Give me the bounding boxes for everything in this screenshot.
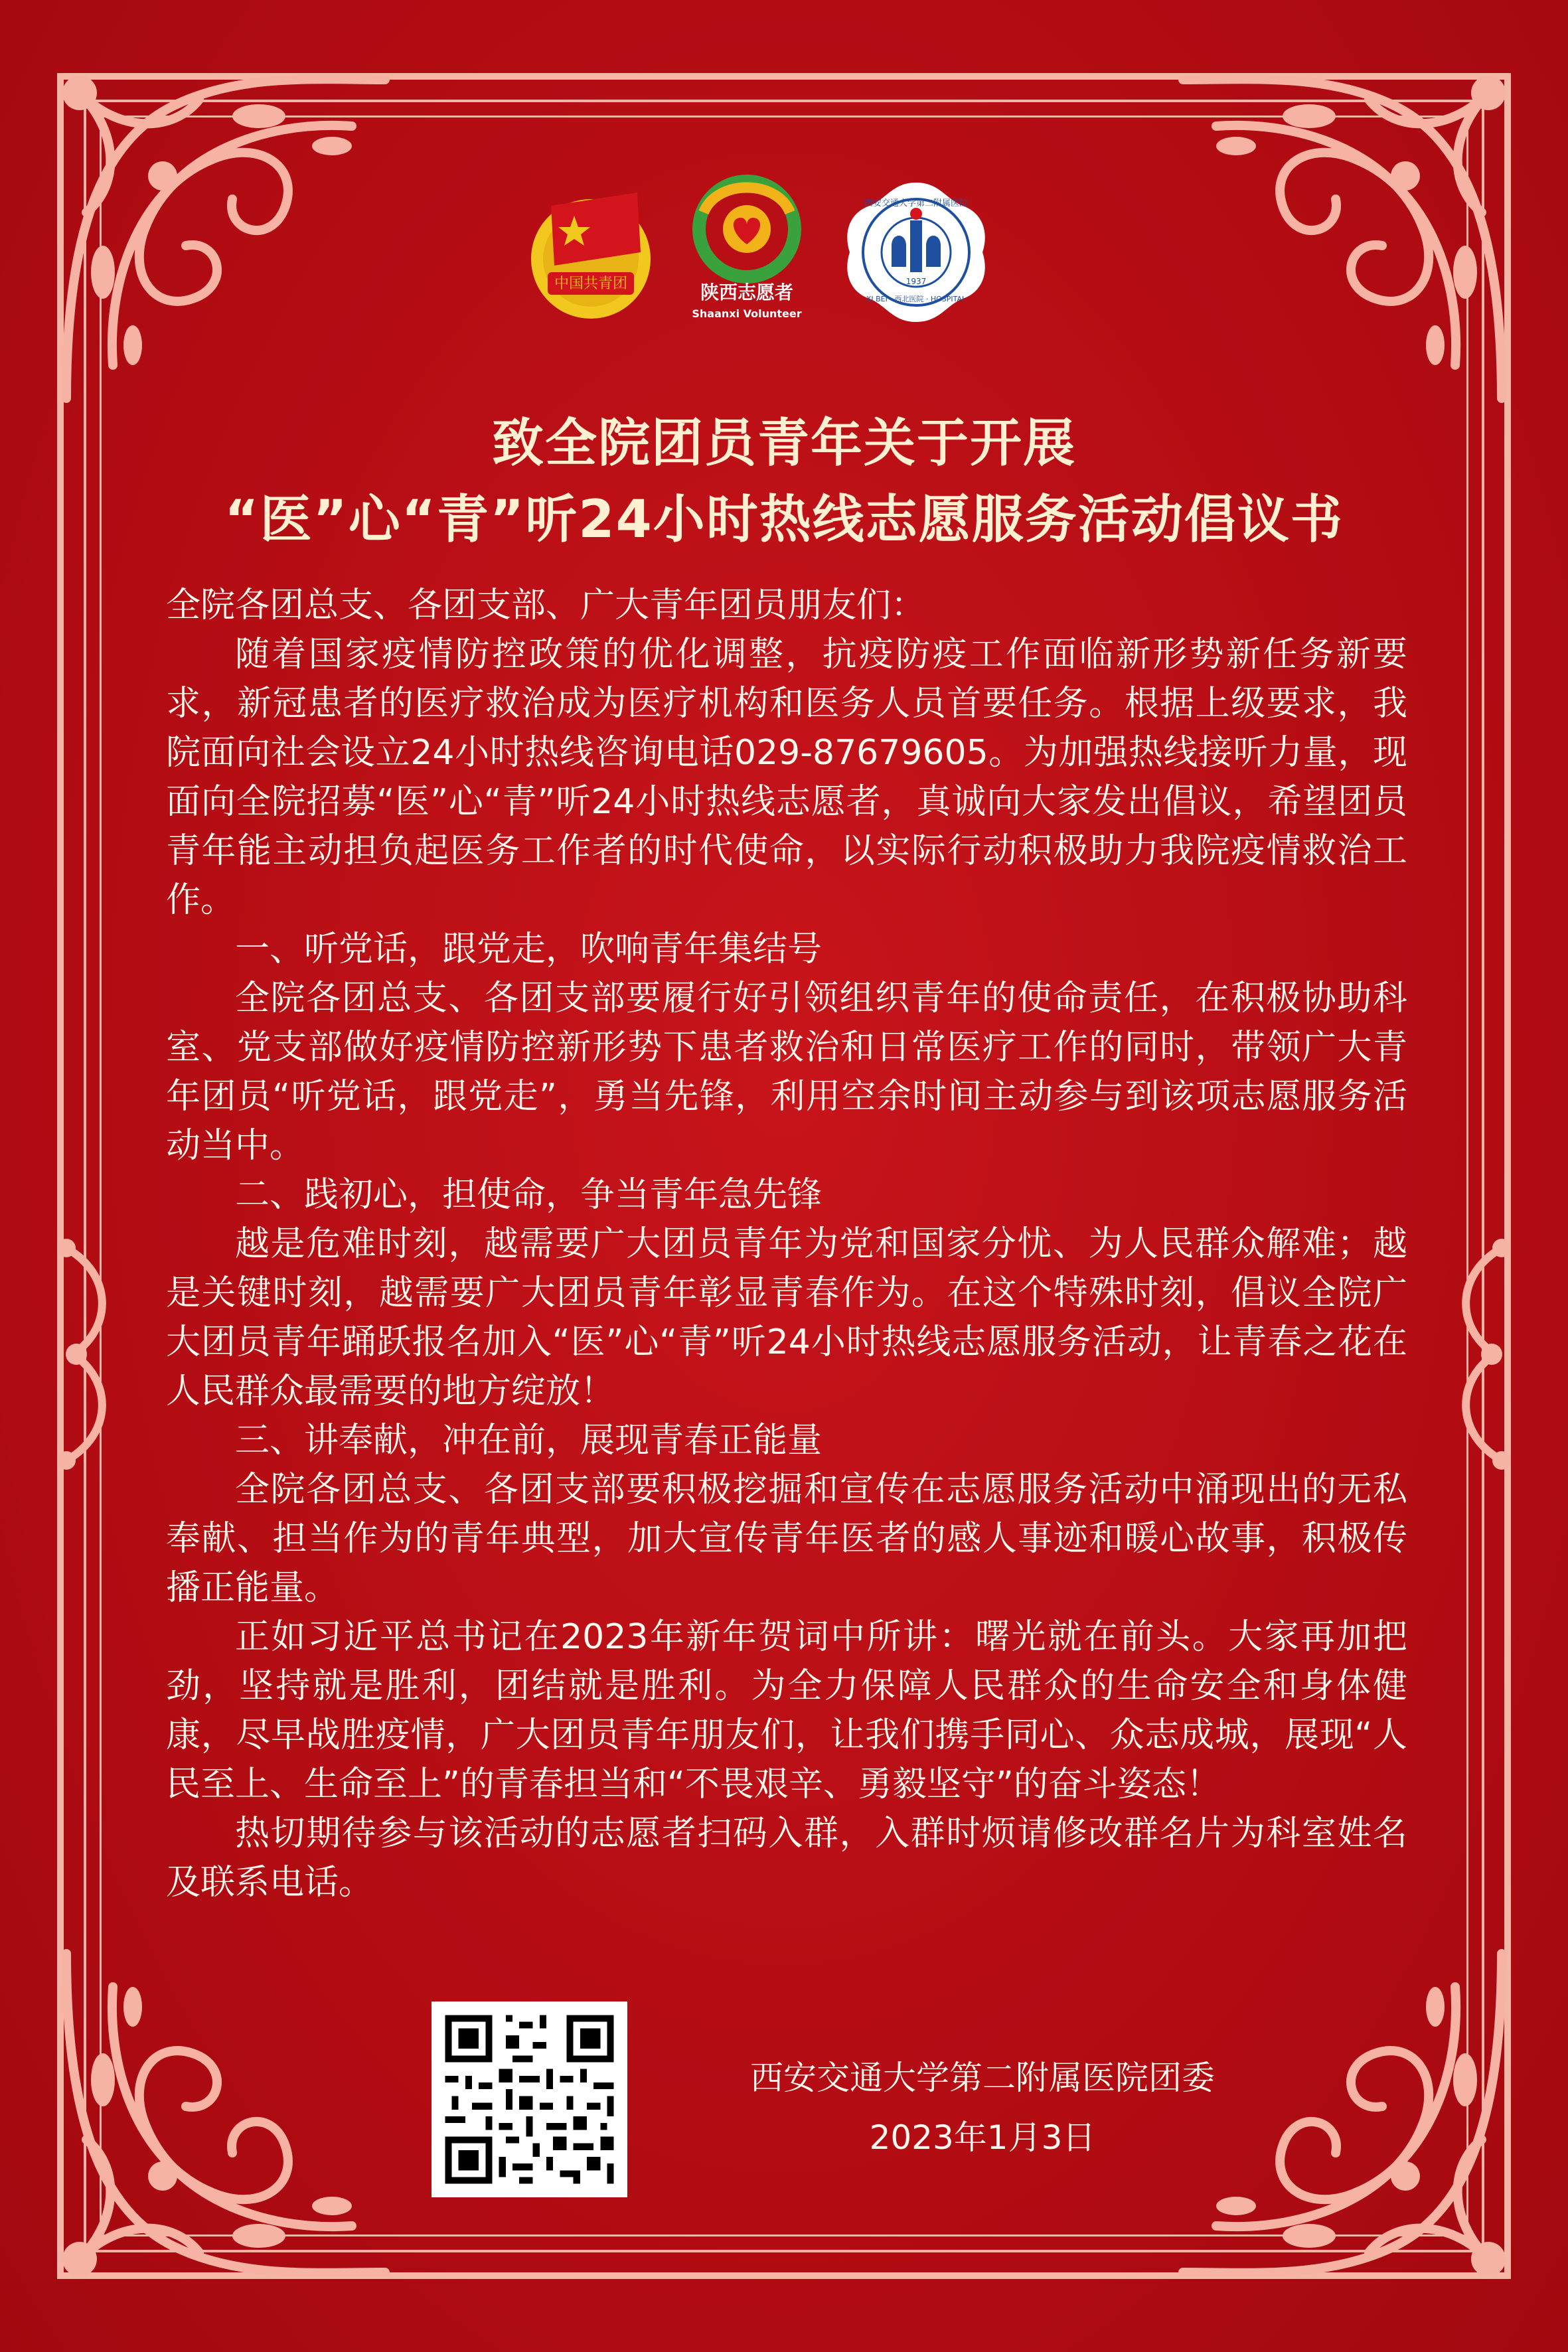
youth-league-emblem-icon — [524, 179, 657, 325]
title-line-2: “医”心“青”听24小时热线志愿服务活动倡议书 — [224, 490, 1344, 550]
intro-paragraph: 随着国家疫情防控政策的优化调整，抗疫防疫工作面临新形势新任务新要求，新冠患者的医疗救治成为医疗机构和医务人员首要任务。根据上级要求，我院面向社会设立24小时热线咨询电话029-87679605。为加强热线接听力量，现面向全院招募“医”心“青”听24小时热线志愿者，真诚向大家发出倡议，希望团员青年能主动担负起医务工作者的时代使命，以实际行动积极助力我院疫情救治工作。 — [166, 635, 1407, 920]
svg-text:XI BEI · 西北医院 · HOSPITAL: XI BEI · 西北医院 · HOSPITAL — [866, 295, 967, 303]
call-to-action-paragraph: 热切期待参与该活动的志愿者扫码入群，入群时烦请修改群名片为科室姓名及联系电话。 — [166, 1814, 1407, 1903]
svg-text:1937: 1937 — [905, 277, 927, 286]
greeting: 全院各团总支、各团支部、广大青年团员朋友们： — [166, 586, 926, 625]
side-ornament-icon — [40, 1235, 139, 1474]
section-paragraph-2: 越是危难时刻，越需要广大团员青年为党和国家分忧、为人民群众解难；越是关键时刻，越需要广大团员青年彰显青春作为。在这个特殊时刻，倡议全院广大团员青年踊跃报名加入“医”心“青”听24小时热线志愿服务活动，让青春之花在人民群众最需要的地方绽放！ — [166, 1224, 1407, 1411]
corner-ornament-icon — [40, 1927, 412, 2299]
section-heading-3: 三、讲奉献，冲在前，展现青春正能量 — [235, 1421, 823, 1460]
svg-text:中国共青团: 中国共青团 — [554, 275, 628, 292]
section-paragraph-1: 全院各团总支、各团支部要履行好引领组织青年的使命责任，在积极协助科室、党支部做好疫情防控新形势下患者救治和日常医疗工作的同时，带领广大青年团员“听党话，跟党走”，勇当先锋，利用空余时间主动参与到该项志愿服务活动当中。 — [166, 979, 1407, 1166]
section-heading-1: 一、听党话，跟党走，吹响青年集结号 — [235, 929, 823, 969]
letter-body — [166, 581, 1407, 1907]
signature-date: 2023年1月3日 — [869, 2118, 1096, 2157]
hospital-logo-icon — [840, 179, 992, 325]
side-ornament-icon — [1429, 1235, 1528, 1474]
title-line-1: 致全院团员青年关于开展 — [491, 414, 1076, 473]
svg-text:陕西志愿者: 陕西志愿者 — [700, 281, 794, 303]
logo-row — [0, 166, 1568, 332]
section-heading-2: 二、践初心，担使命，争当青年急先锋 — [235, 1175, 823, 1215]
signature-org: 西安交通大学第二附属医院团委 — [750, 2059, 1215, 2097]
shaanxi-volunteer-logo-icon — [684, 173, 810, 325]
qr-code-icon[interactable] — [431, 2001, 627, 2197]
section-paragraph-3: 全院各团总支、各团支部要积极挖掘和宣传在志愿服务活动中涌现出的无私奉献、担当作为的青年典型，加大宣传青年医者的感人事迹和暖心故事，积极传播正能量。 — [166, 1470, 1407, 1608]
closing-paragraph: 正如习近平总书记在2023年新年贺词中所讲：曙光就在前头。大家再加把劲，坚持就是胜利，团结就是胜利。为全力保障人民群众的生命安全和身体健康，尽早战胜疫情，广大团员青年朋友们，让我们携手同心、众志成城，展现“人民至上、生命至上”的青春担当和“不畏艰辛、勇毅坚守”的奋斗姿态！ — [166, 1617, 1407, 1804]
svg-text:Shaanxi Volunteer: Shaanxi Volunteer — [692, 307, 802, 320]
svg-text:西安交通大学第二附属医院: 西安交通大学第二附属医院 — [864, 198, 969, 208]
